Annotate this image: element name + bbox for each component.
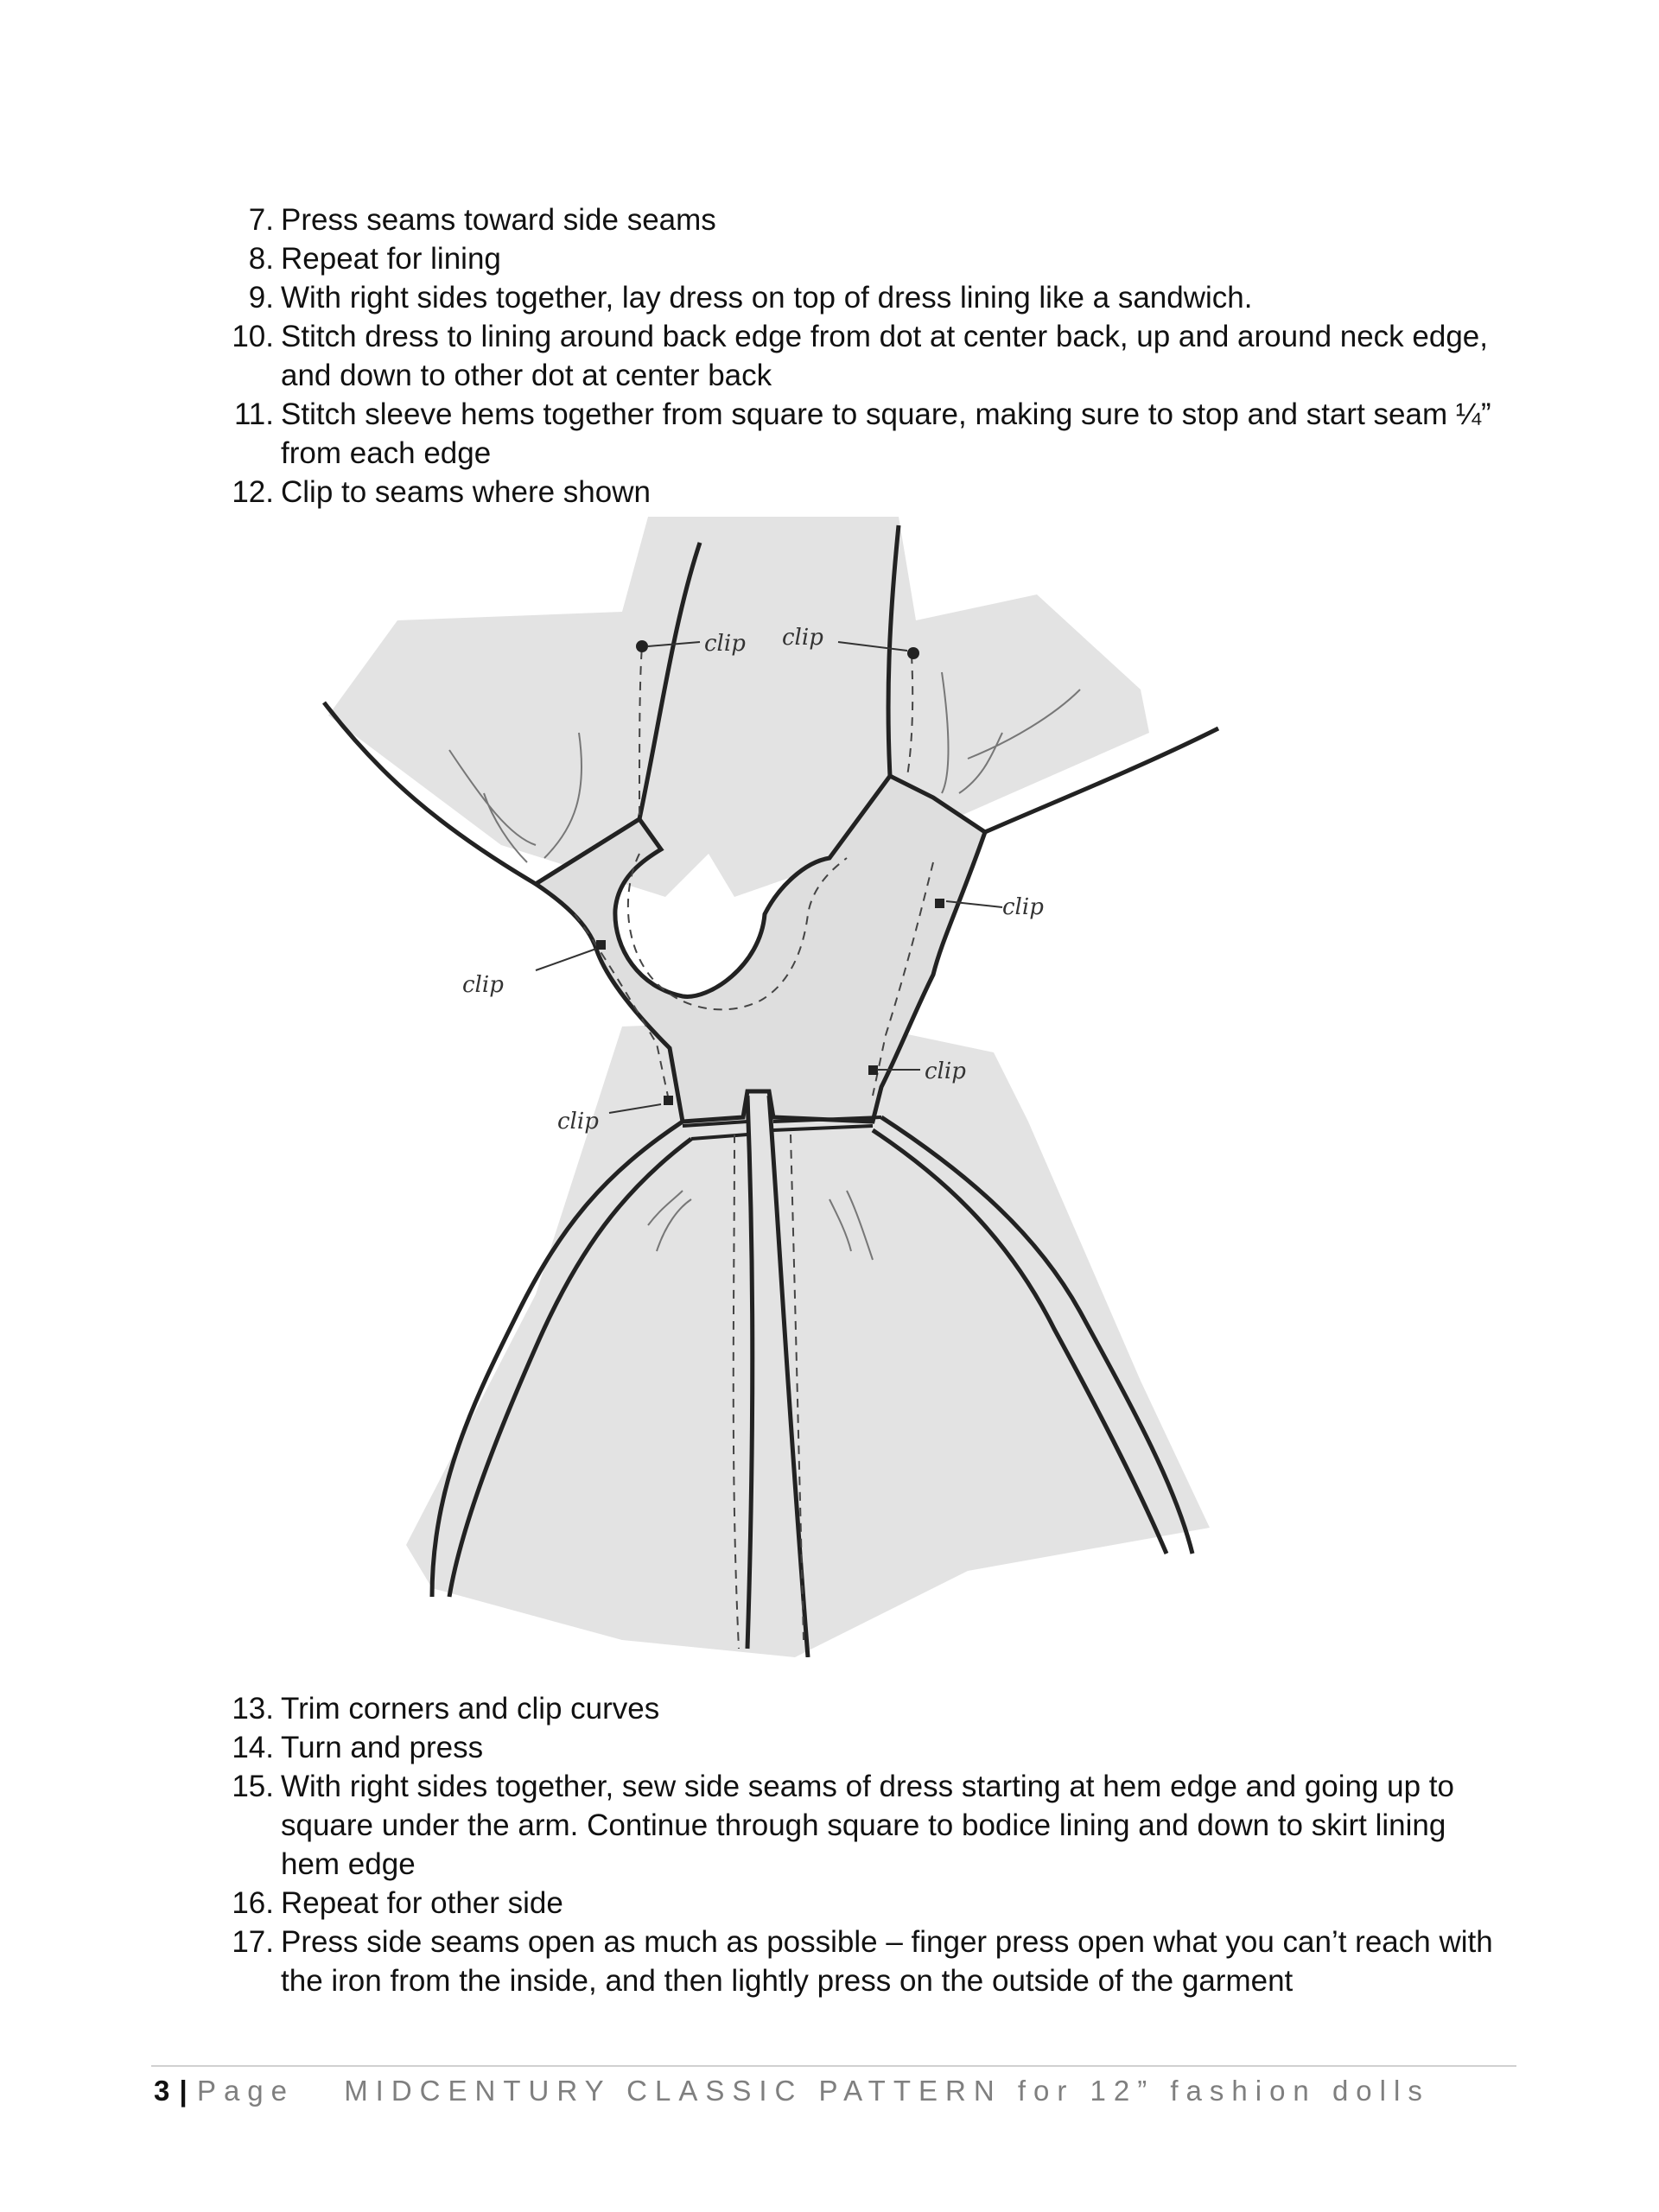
step-item [229, 1689, 1508, 1728]
step-item [229, 1728, 1508, 1767]
step-text: Trim corners and clip curves [281, 1692, 660, 1726]
step-number: 11. [233, 397, 274, 431]
step-text: Clip to seams where shown [281, 475, 651, 509]
step-number: 10. [232, 320, 274, 353]
step-number: 13. [232, 1692, 274, 1726]
step-number: 15. [232, 1770, 274, 1803]
clip-square-left-upper [596, 940, 606, 950]
step-number: 7. [248, 203, 274, 237]
clip-dot-right [907, 647, 919, 659]
step-text: Turn and press [281, 1731, 484, 1764]
step-item [229, 239, 1508, 278]
page-footer [154, 2070, 1430, 2112]
footer-divider [151, 2065, 1516, 2067]
step-text: Repeat for lining [281, 242, 501, 276]
step-item [229, 278, 1508, 317]
step-item [229, 395, 1508, 473]
step-item [229, 1884, 1508, 1923]
clip-square-left-lower [664, 1096, 673, 1105]
step-number: 17. [232, 1925, 274, 1959]
step-item [229, 200, 1508, 239]
clip-label: clip [782, 625, 823, 651]
step-item [229, 1767, 1508, 1884]
clip-label: clip [1002, 894, 1044, 920]
dress-clipping-diagram [276, 517, 1313, 1657]
clip-square-right-upper [935, 899, 944, 908]
step-number: 14. [232, 1731, 274, 1764]
footer-separator: | [179, 2075, 189, 2107]
page-word: Page [196, 2075, 296, 2107]
page-number: 3 [154, 2075, 172, 2107]
step-number: 16. [232, 1886, 274, 1920]
clip-square-right-lower [868, 1065, 878, 1075]
step-item [229, 317, 1508, 395]
step-text: Press side seams open as much as possible – finger press open what you can’t reach with the iron from the inside, and then lightly press on the outside of the garment [281, 1925, 1493, 1998]
step-text: With right sides together, lay dress on top of dress lining like a sandwich. [281, 281, 1253, 315]
clip-dot-left [636, 640, 648, 652]
clip-label: clip [557, 1109, 599, 1135]
clip-label: clip [925, 1058, 966, 1084]
document-title: MIDCENTURY CLASSIC PATTERN for 12” fashion dolls [344, 2075, 1430, 2107]
instruction-steps-top [229, 200, 1508, 512]
clip-label: clip [462, 972, 504, 998]
step-text: Repeat for other side [281, 1886, 563, 1920]
step-text: Stitch dress to lining around back edge from dot at center back, up and around neck edge, and down to other dot at center back [281, 320, 1488, 392]
step-item [229, 473, 1508, 512]
clip-label: clip [704, 631, 746, 657]
step-number: 12. [232, 475, 274, 509]
step-number: 8. [248, 242, 274, 276]
step-item [229, 1923, 1508, 2000]
step-text: Press seams toward side seams [281, 203, 716, 237]
instruction-steps-bottom [229, 1689, 1508, 2000]
step-text: With right sides together, sew side seams of dress starting at hem edge and going up to square under the arm. Continue through square to bodice lining and down to skirt lining hem edge [281, 1770, 1454, 1881]
step-text: Stitch sleeve hems together from square to square, making sure to stop and start seam ¼” from each edge [281, 397, 1491, 470]
step-number: 9. [248, 281, 274, 315]
